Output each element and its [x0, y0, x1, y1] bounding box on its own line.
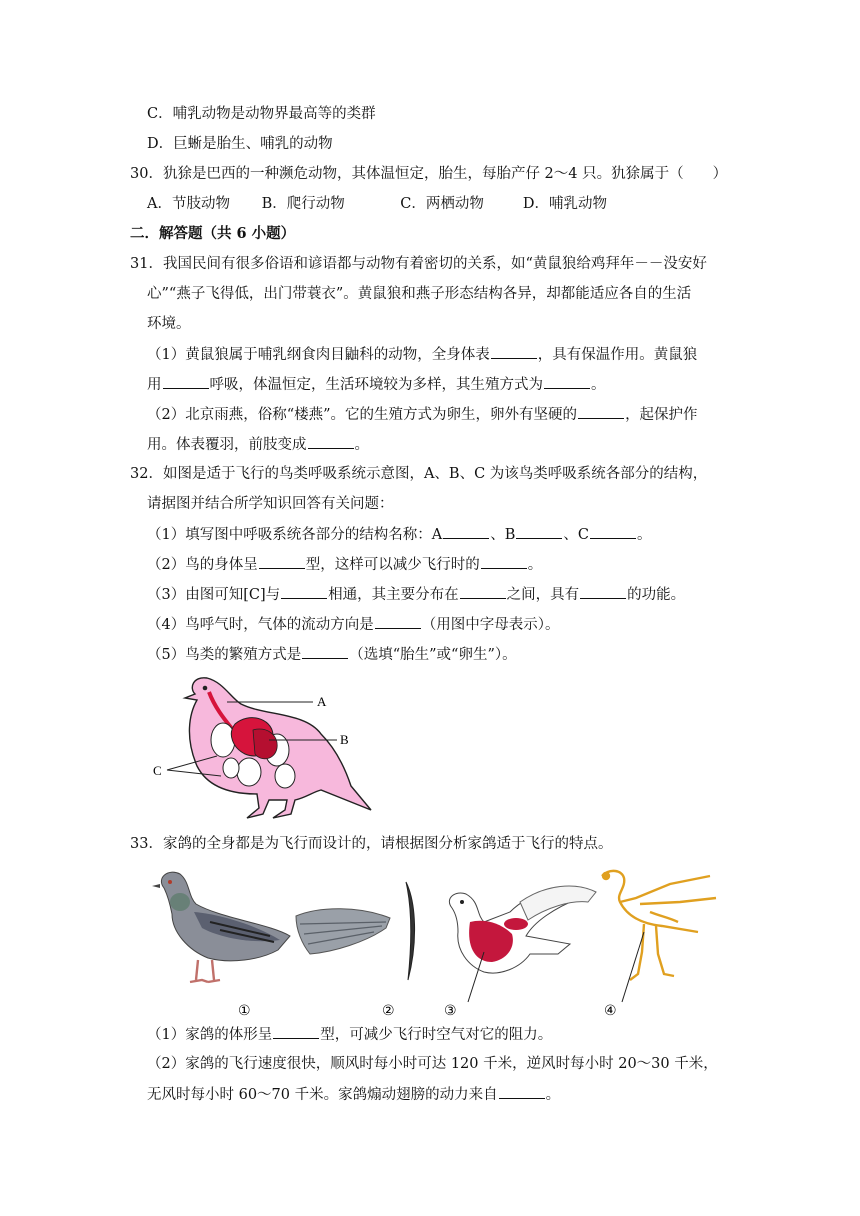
feather-section-icon — [406, 882, 415, 980]
answer-blank[interactable] — [499, 1084, 545, 1099]
figure-label-c: C — [153, 763, 162, 778]
figure-number: ② — [382, 1003, 395, 1019]
section-title: 二．解答题（共 6 小题） — [130, 225, 296, 242]
q29-option-c: C．哺乳动物是动物界最高等的类群 — [147, 106, 376, 122]
q32-p5-text-b: （选填“胎生”或“卵生”）。 — [349, 647, 517, 663]
q33-stem: 33．家鸽的全身都是为飞行而设计的，请根据图分析家鸽适于飞行的特点。 — [130, 836, 613, 852]
answer-blank[interactable] — [578, 404, 624, 419]
q32-p3-text-a: （3）由图可知[C]与 — [147, 587, 281, 603]
q33-p2-text-b: 。 — [545, 1087, 561, 1103]
pigeon-skeleton-icon — [602, 871, 716, 1002]
answer-blank[interactable] — [516, 524, 562, 539]
q33-part1 — [147, 1024, 552, 1045]
q32-part4 — [147, 614, 559, 635]
q30-options — [147, 194, 607, 214]
q32-p3-text-b: 相通，其主要分布在 — [328, 587, 459, 603]
q30-stem: 30．犰狳是巴西的一种濒危动物，其体温恒定，胎生，每胎产仔 2～4 只。犰狳属于（ ） — [130, 166, 728, 182]
q32-part1 — [147, 524, 651, 545]
q33-p1-text-a: （1）家鸽的体形呈 — [147, 1027, 273, 1043]
q33-p1-text-b: 型，可减少飞行时空气对它的阻力。 — [320, 1027, 553, 1043]
q31-p1-text-a: （1）黄鼠狼属于哺乳纲食肉目鼬科的动物，全身体表 — [147, 347, 490, 363]
answer-blank[interactable] — [308, 434, 354, 449]
answer-blank[interactable] — [580, 584, 626, 599]
figure-label-a: A — [317, 694, 327, 709]
figure-number: ① — [238, 1003, 251, 1019]
q31-stem-line1: 31．我国民间有很多俗语和谚语都与动物有着密切的关系，如“黄鼠狼给鸡拜年－－没安好 — [130, 256, 707, 272]
q32-p2-text-a: （2）鸟的身体呈 — [147, 557, 258, 573]
q29-option-d: D．巨蜥是胎生、哺乳的动物 — [147, 136, 333, 152]
answer-blank[interactable] — [273, 1024, 319, 1039]
air-sac-shape — [237, 758, 261, 786]
air-sac-shape — [211, 723, 235, 757]
figure-number: ④ — [604, 1003, 617, 1019]
q31-p2-text-c: 用。体表覆羽，前肢变成 — [147, 437, 307, 453]
q32-p1-text-c: 、C — [563, 527, 589, 543]
q30-option-a: A．节肢动物 — [147, 196, 230, 212]
answer-blank[interactable] — [443, 524, 489, 539]
q31-stem-line3: 环境。 — [147, 316, 191, 332]
q30-option-c: C．两栖动物 — [400, 196, 484, 212]
answer-blank[interactable] — [163, 374, 209, 389]
wing-icon — [296, 909, 390, 954]
q31-part1-line2 — [147, 374, 606, 395]
q31-part2-line2 — [147, 434, 369, 455]
q30-option-b: B．爬行动物 — [261, 196, 345, 212]
pigeon-icon — [152, 872, 290, 982]
q33-p2-text-a: 无风时每小时 60～70 千米。家鸽煽动翅膀的动力来自 — [147, 1087, 498, 1103]
q32-part3 — [147, 584, 685, 605]
q31-p1-text-b: ，具有保温作用。黄鼠狼 — [537, 347, 698, 363]
q32-p4-text-b: （用图中字母表示）。 — [421, 617, 560, 633]
answer-blank[interactable] — [481, 554, 527, 569]
q32-p2-text-c: 。 — [527, 557, 543, 573]
q31-stem-line2: 心”“燕子飞得低，出门带蓑衣”。黄鼠狼和燕子形态结构各异，却都能适应各自的生活 — [147, 286, 692, 302]
q32-p1-text-b: 、B — [490, 527, 516, 543]
q31-p2-text-d: 。 — [354, 437, 369, 453]
q32-part5 — [147, 644, 517, 665]
answer-blank[interactable] — [259, 554, 305, 569]
q32-stem-line2: 请据图并结合所学知识回答有关问题： — [147, 496, 394, 512]
q32-p3-text-c: 之间，具有 — [506, 587, 580, 603]
q31-p2-text-a: （2）北京雨燕，俗称“楼燕”。它的生殖方式为卵生，卵外有坚硬的 — [147, 407, 578, 423]
q31-part2-line1 — [147, 404, 698, 425]
answer-blank[interactable] — [590, 524, 636, 539]
pigeon-organs-icon — [449, 886, 596, 1002]
figure-number: ③ — [444, 1003, 457, 1019]
q30-option-d: D．哺乳动物 — [522, 196, 607, 212]
q32-p5-text-a: （5）鸟类的繁殖方式是 — [147, 647, 302, 663]
q32-stem-line1: 32．如图是适于飞行的鸟类呼吸系统示意图，A、B、C 为该鸟类呼吸系统各部分的结构， — [130, 466, 708, 482]
q32-p2-text-b: 型，这样可以减少飞行时的 — [305, 557, 480, 573]
answer-blank[interactable] — [460, 584, 506, 599]
q31-p1-text-e: 。 — [591, 377, 606, 393]
air-sac-shape — [275, 764, 295, 788]
q32-p1-text-d: 。 — [636, 527, 652, 543]
q32-p4-text-a: （4）鸟呼气时，气体的流动方向是 — [147, 617, 374, 633]
answer-blank[interactable] — [302, 644, 348, 659]
q33-part2-line2 — [147, 1084, 560, 1105]
answer-blank[interactable] — [544, 374, 590, 389]
bird-eye-icon — [203, 686, 208, 691]
q31-p1-text-c: 用 — [147, 377, 162, 393]
q32-p3-text-d: 的功能。 — [627, 587, 686, 603]
answer-blank[interactable] — [491, 344, 537, 359]
q31-p2-text-b: ，起保护作 — [625, 407, 698, 423]
q32-part2 — [147, 554, 542, 575]
q32-p1-text-a: （1）填写图中呼吸系统各部分的结构名称：A — [147, 527, 443, 543]
q33-part2-line1: （2）家鸽的飞行速度很快，顺风时每小时可达 120 千米，逆风时每小时 20～30 千米， — [147, 1056, 718, 1072]
pigeon-figures — [150, 862, 730, 1022]
answer-blank[interactable] — [375, 614, 421, 629]
answer-blank[interactable] — [281, 584, 327, 599]
air-sac-shape — [223, 758, 239, 778]
q31-p1-text-d: 呼吸，体温恒定，生活环境较为多样，其生殖方式为 — [209, 377, 543, 393]
bird-respiratory-diagram — [145, 668, 385, 828]
q31-part1-line1 — [147, 344, 697, 365]
figure-label-b: B — [340, 732, 349, 747]
